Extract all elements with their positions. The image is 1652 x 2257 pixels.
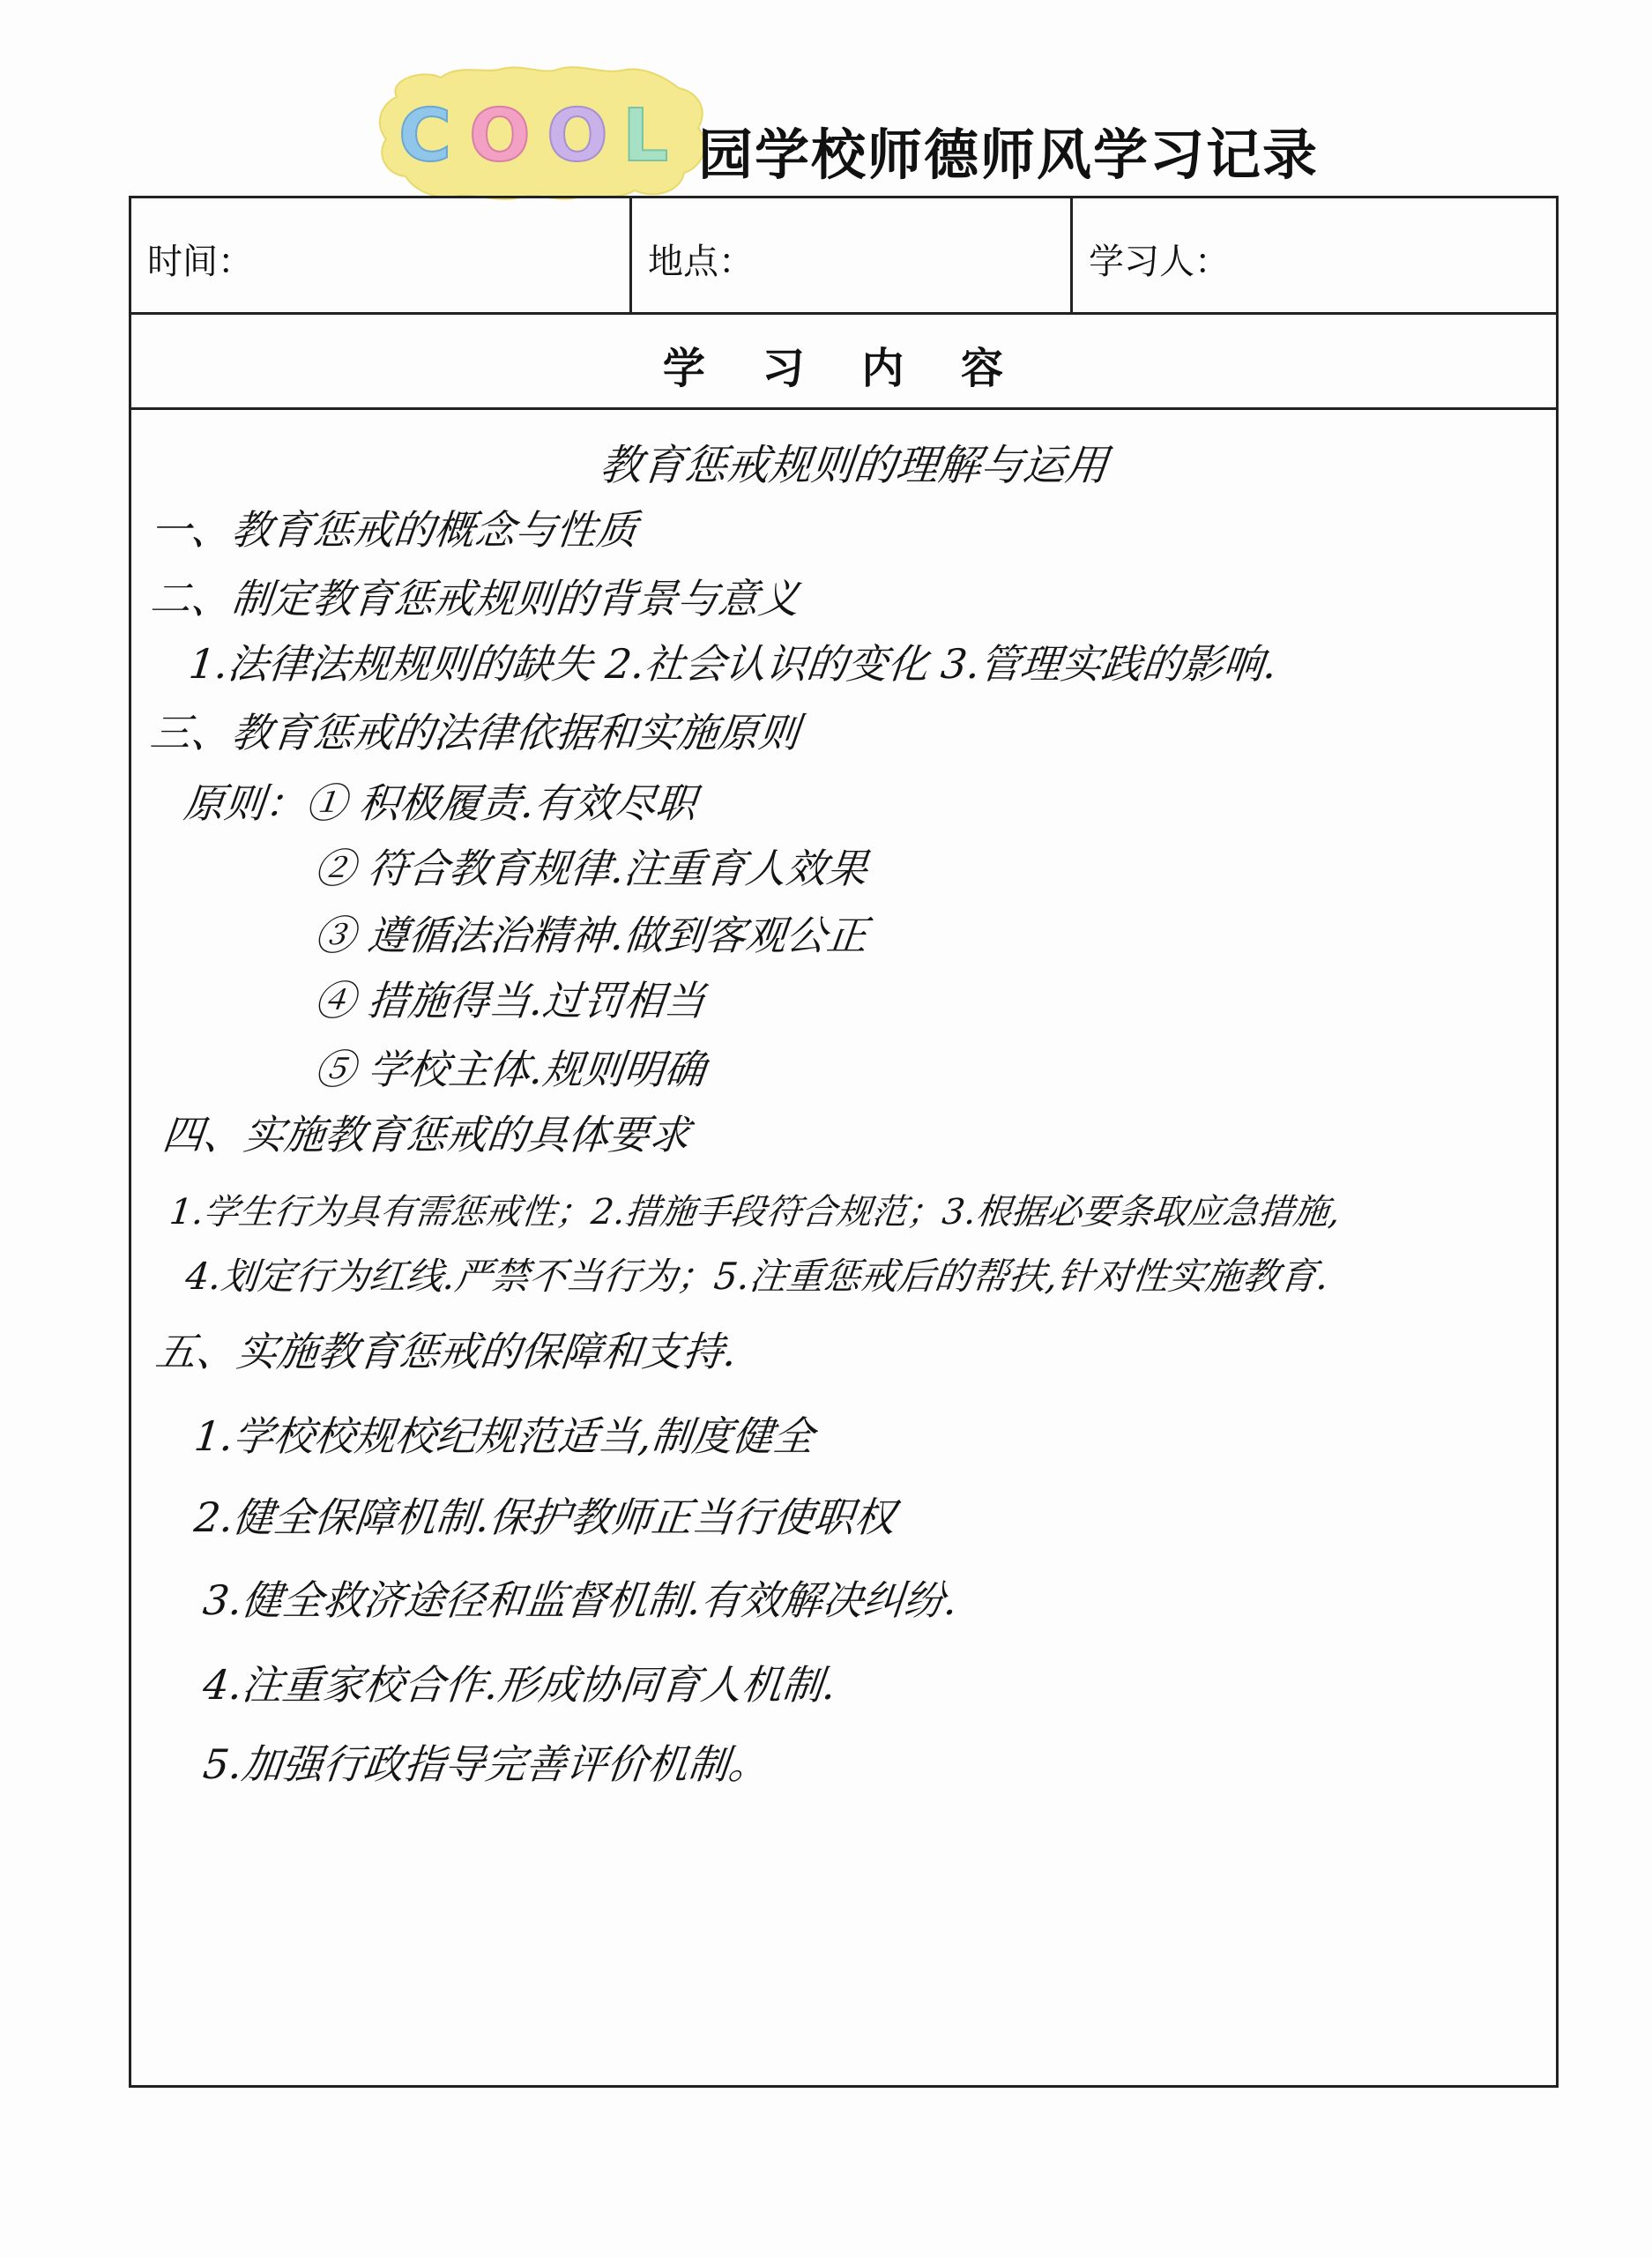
- notes-line: 1.学生行为具有需惩戒性；2.措施手段符合规范；3.根据必要条取应急措施,: [167, 1192, 1343, 1233]
- notes-line: 5.加强行政指导完善评价机制。: [200, 1740, 772, 1788]
- notes-line: 4.划定行为红线.严禁不当行为；5.注重惩戒后的帮扶,针对性实施教育.: [183, 1255, 1331, 1298]
- notes-line: 1.学校校规校纪规范适当,制度健全: [191, 1412, 817, 1460]
- notes-line: 2.健全保障机制.保护教师正当行使职权: [191, 1493, 898, 1541]
- notes-line: ④ 措施得当.过罚相当: [311, 977, 708, 1024]
- learner-field: [1073, 198, 1556, 312]
- notes-title: 教育惩戒规则的理解与运用: [597, 441, 1111, 490]
- learner-label: 学习人：: [1089, 242, 1230, 282]
- record-form: [129, 196, 1559, 2088]
- sticker-letter-o1: O: [469, 94, 531, 178]
- notes-line: 1.法律法规规则的缺失 2.社会认识的变化 3.管理实践的影响.: [186, 640, 1280, 688]
- notes-line: ⑤ 学校主体.规则明确: [311, 1046, 708, 1093]
- info-row: [131, 198, 1556, 315]
- cool-sticker: [370, 62, 714, 203]
- notes-line: 4.注重家校合作.形成协同育人机制.: [200, 1661, 838, 1709]
- notes-line: 一、教育惩戒的概念与性质: [147, 506, 640, 554]
- notes-line: 五、实施教育惩戒的保障和支持.: [153, 1328, 740, 1375]
- notes-line: 3.健全救济途径和监督机制.有效解决纠纷.: [200, 1576, 960, 1624]
- time-label: 时间：: [147, 242, 253, 282]
- handwritten-notes: [131, 410, 1556, 2085]
- sticker-letter-c: C: [398, 94, 452, 178]
- time-field: [131, 198, 632, 312]
- notes-line: ③ 遵循法治精神.做到客观公正: [311, 912, 870, 959]
- place-field: [632, 198, 1073, 312]
- notes-line: ② 符合教育规律.注重育人效果: [311, 845, 870, 892]
- section-heading: 学 习 内 容: [131, 315, 1556, 410]
- notes-line: 三、教育惩戒的法律依据和实施原则: [147, 709, 802, 756]
- notes-line: 四、实施教育惩戒的具体要求: [160, 1111, 693, 1158]
- sticker-letter-o2: O: [547, 94, 608, 178]
- page-title: 园学校师德师风学习记录: [698, 123, 1320, 187]
- sticker-letter-l: L: [622, 94, 669, 178]
- place-label: 地点：: [648, 242, 754, 282]
- document-header: [370, 62, 1428, 203]
- notes-line: 二、制定教育惩戒规则的背景与意义: [147, 575, 802, 622]
- notes-line: 原则：① 积极履责.有效尽职: [181, 779, 699, 827]
